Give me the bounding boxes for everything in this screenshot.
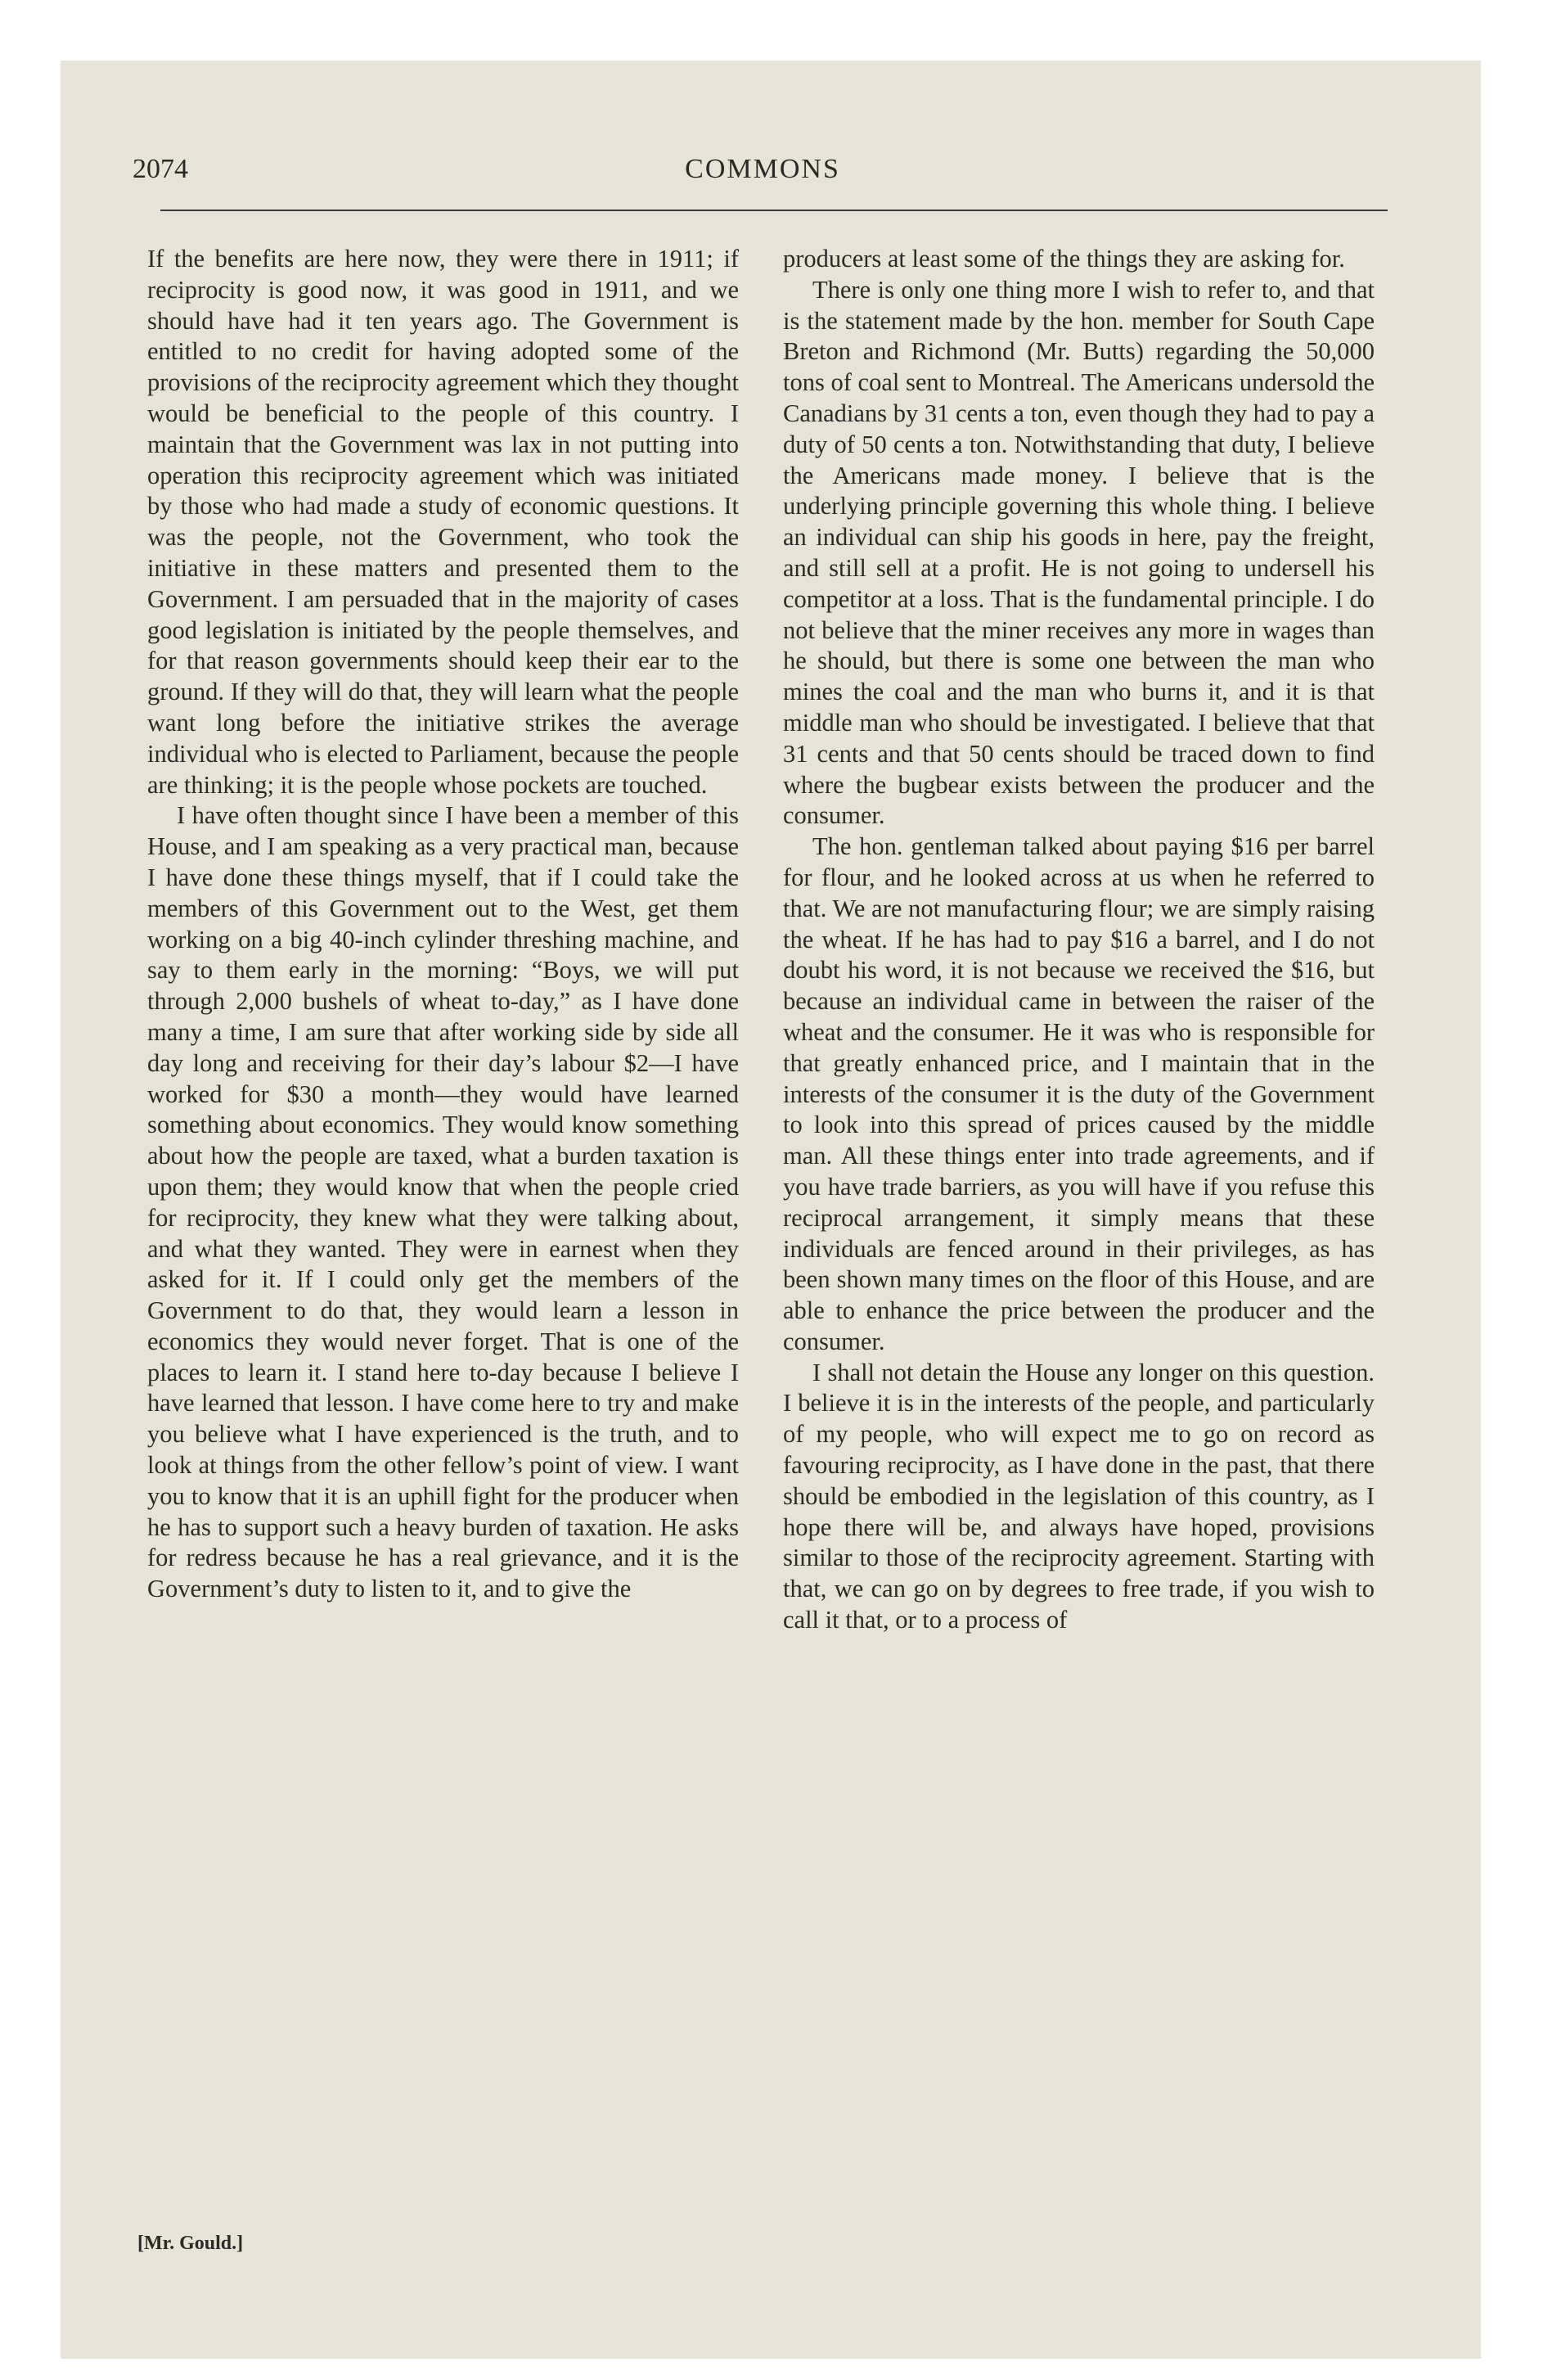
right-paragraph-1: producers at least some of the things they are asking for. <box>783 245 1345 273</box>
right-paragraph-4: I shall not detain the House any longer on this question. I believe it is in the interests of the people, and particularly of my people, who will expect me to go on record as favouring reciprocity, as I have done in the past, that there should be embodied in the legislation of this country, as I hope there will be, and always have hoped, provisions similar to those of the reciprocity agreement. Starting with that, we can go on by degrees to free trade, if you wish to call it that, or to a process of <box>783 1358 1375 1634</box>
left-paragraph-2: I have often thought since I have been a member of this House, and I am speaking as a very practical man, because I have done these things myself, that if I could take the members of this Government out to the West, get them working on a big 40-inch cylinder threshing machine, and say to them early in the morning: “Boys, we will put through 2,000 bushels of wheat to-day,” as I have done many a time, I am sure that after working side by side all day long and receiving for their day’s labour $2—I have worked for $30 a month—they would have learned something about economics. They would know something about how the people are taxed, what a burden taxation is upon them; they would know that when the people cried for reciprocity, they knew what they were talking about, and what they wanted. They were in earnest when they asked for it. If I could only get the members of the Government to do that, they would learn a lesson in economics they would never forget. That is one of the places to learn it. I stand here to-day because I believe I have learned that lesson. I have come here to try and make you believe what I have experienced is the truth, and to look at things from the other fellow’s point of view. I want you to know that it is an uphill fight for the producer when he has to support such a heavy burden of taxation. He asks for redress because he has a real grievance, and it is the Government’s duty to listen to it, and to give the <box>147 801 739 1603</box>
left-column <box>147 244 739 1605</box>
page-header <box>133 146 1393 195</box>
right-paragraph-3: The hon. gentleman talked about paying $16 per barrel for flour, and he looked across at us when he referred to that. We are not manufacturing flour; we are simply raising the wheat. If he has had to pay $16 a barrel, and I do not doubt his word, it is not because we received the $16, but because an individual came in between the raiser of the wheat and the consumer. He it was who is responsible for that greatly enhanced price, and I maintain that in the interests of the consumer it is the duty of the Government to look into this spread of prices caused by the middle man. All these things enter into trade agreements, and if you have trade barriers, as you will have if you refuse this reciprocal arrangement, it simply means that these individuals are fenced around in their privileges, as has been shown many times on the floor of this House, and are able to enhance the price between the producer and the consumer. <box>783 832 1375 1355</box>
right-paragraph-2: There is only one thing more I wish to refer to, and that is the statement made by the hon. member for South Cape Breton and Richmond (Mr. Butts) regarding the 50,000 tons of coal sent to Montreal. The Americans undersold the Canadians by 31 cents a ton, even though they had to pay a duty of 50 cents a ton. Notwithstanding that duty, I believe the Americans made money. I believe that is the underlying principle governing this whole thing. I believe an individual can ship his goods in here, pay the freight, and still sell at a profit. He is not going to undersell his competitor at a loss. That is the fundamental principle. I do not believe that the miner receives any more in wages than he should, but there is some one between the man who mines the coal and the man who burns it, and it is that middle man who should be investigated. I believe that that 31 cents and that 50 cents should be traced down to find where the bugbear exists between the producer and the consumer. <box>783 275 1375 830</box>
right-column <box>783 244 1375 1636</box>
running-head: COMMONS <box>685 154 840 184</box>
left-paragraph-1: If the benefits are here now, they were there in 1911; if reciprocity is good now, it was good in 1911, and we should have had it ten years ago. The Government is entitled to no credit for having adopted some of the provisions of the reciprocity agreement which they thought would be beneficial to the people of this country. I maintain that the Government was lax in not putting into operation this reciprocity agreement which was initiated by those who had made a study of economic questions. It was the people, not the Government, who took the initiative in these matters and presented them to the Government. I am persuaded that in the majority of cases good legislation is initiated by the people themselves, and for that reason governments should keep their ear to the ground. If they will do that, they will learn what the people want long before the initiative strikes the average individual who is elected to Parliament, because the people are thinking; it is the people whose pockets are touched. <box>147 245 739 799</box>
header-rule <box>160 210 1388 211</box>
page-number: 2074 <box>133 154 188 184</box>
speaker-footer: [Mr. Gould.] <box>137 2233 244 2254</box>
